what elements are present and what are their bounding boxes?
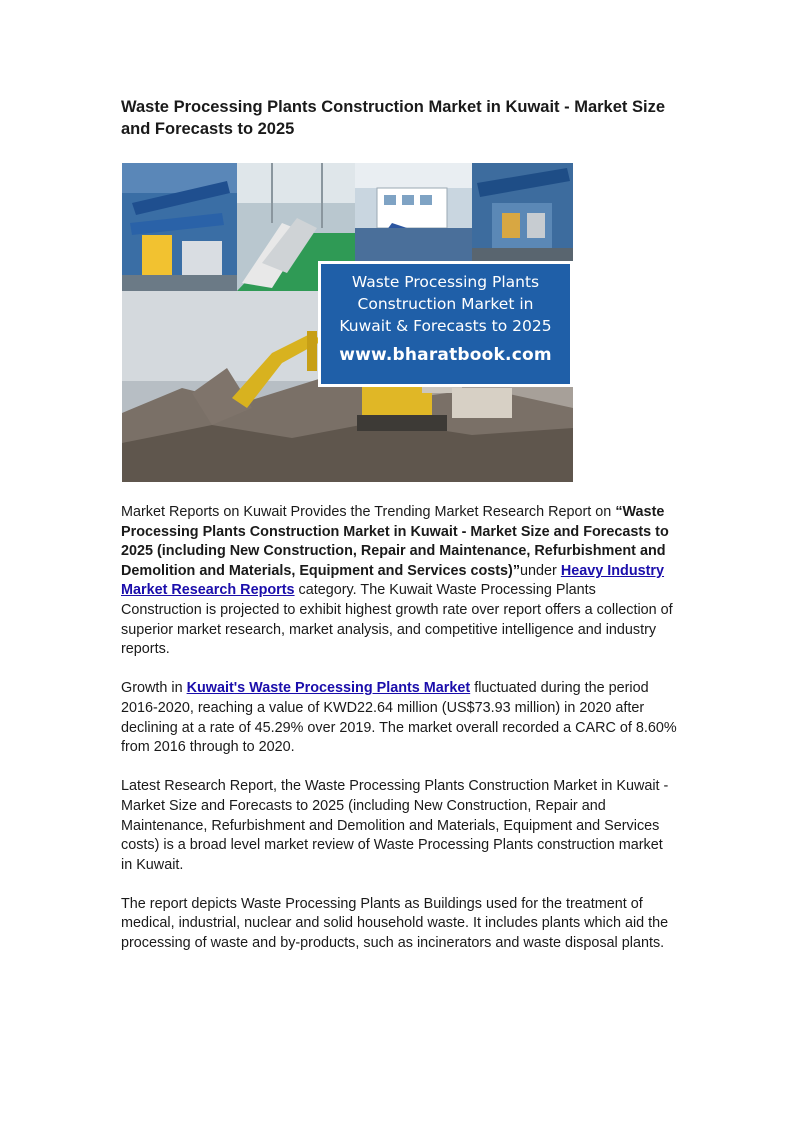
paragraph-latest-report: Latest Research Report, the Waste Processing Plants Construction Market in Kuwait - Market Size and Forecasts to 2025 (including New Construction, Repair and Maintenance, Refurbishment and Demolition and Materials, Equipment and Services costs) is a broad level market review of Waste Processing Plants construction market in Kuwait.: [121, 778, 669, 873]
paragraph-definition: The report depicts Waste Processing Plants as Buildings used for the treatment of medical, industrial, nuclear and solid household waste. It includes plants which aid the processing of waste and by-products, such as incinerators and waste disposal plants.: [121, 895, 669, 952]
report-title-bold: “Waste Processing Plants Construction Market in Kuwait - Market Size and Forecasts to 2025 (including New Construction, Repair and Maintenance, Refurbishment and Demolition and Materials, Equipment and Services costs)”: [121, 504, 669, 579]
p1-under-text: under: [520, 562, 561, 579]
banner-line: Kuwait & Forecasts to 2025: [339, 317, 552, 335]
p2-rest-text: fluctuated during the period 2016-2020, reaching a value of KWD22.64 million (US$73.93 million) in 2020 after declining at a rate of 45.29% over 2019. The market overall recorded a CARC of 8.60% from 2016 through to 2020.: [121, 680, 677, 756]
banner-line: Construction Market in: [357, 295, 534, 313]
heavy-industry-link[interactable]: Heavy Industry Market Research Reports: [121, 562, 665, 599]
banner-url: www.bharatbook.com: [339, 345, 552, 365]
paragraph-intro: [121, 503, 677, 660]
photo-panel-plant: [355, 163, 472, 263]
p1-intro-text: Market Reports on Kuwait Provides the Trending Market Research Report on: [121, 504, 616, 520]
kuwait-market-link[interactable]: Kuwait's Waste Processing Plants Market: [186, 680, 471, 697]
page-title: Waste Processing Plants Construction Market in Kuwait - Market Size and Forecasts to 2025: [121, 98, 666, 138]
article-body: [121, 503, 677, 973]
paragraph-growth: [121, 679, 677, 757]
hero-image: [122, 163, 573, 482]
banner-line: Waste Processing Plants: [351, 273, 540, 291]
p2-intro-text: Growth in: [121, 680, 187, 697]
photo-panel-conveyor: [122, 163, 237, 291]
photo-panel-machinery: [472, 163, 573, 263]
hero-banner: [318, 261, 573, 387]
p1-rest-text: category. The Kuwait Waste Processing Plants Construction is projected to exhibit highest growth rate over report offers a collection of superior market research, market analysis, and competitive intelligence and industry reports.: [121, 582, 673, 658]
